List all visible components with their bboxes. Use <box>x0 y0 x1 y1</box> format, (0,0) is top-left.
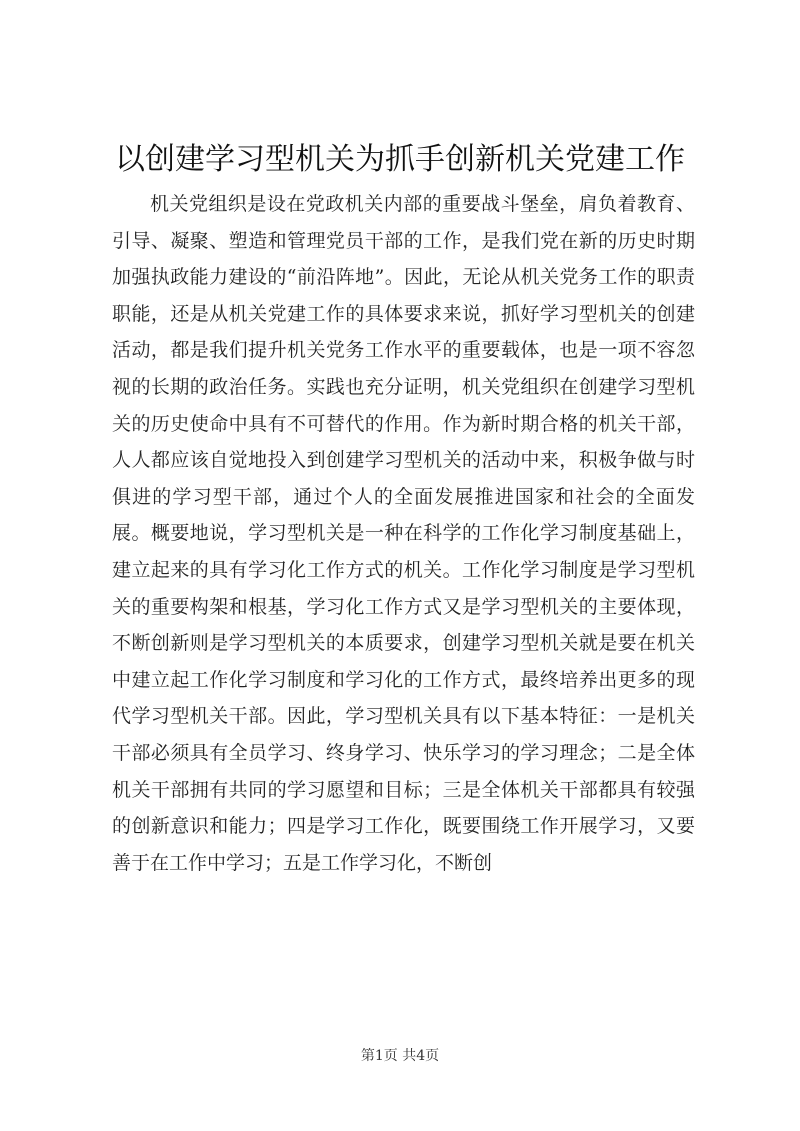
document-title: 以创建学习型机关为抓手创新机关党建工作 <box>115 142 685 177</box>
body-paragraph: 机关党组织是设在党政机关内部的重要战斗堡垒，肩负着教育、引导、凝聚、塑造和管理党员干部的工作，是我们党在新的历史时期加强执政能力建设的“前沿阵地”。因此，无论从机关党务工作的职责职能，还是从机关党建工作的具体要求来说，抓好学习型机关的创建活动，都是我们提升机关党务工作水平的重要载体，也是一项不容忽视的长期的政治任务。实践也充分证明，机关党组织在创建学习型机关的历史使命中具有不可替代的作用。作为新时期合格的机关干部，人人都应该自觉地投入到创建学习型机关的活动中来，积极争做与时俱进的学习型干部，通过个人的全面发展推进国家和社会的全面发展。概要地说，学习型机关是一种在科学的工作化学习制度基础上，建立起来的具有学习化工作方式的机关。工作化学习制度是学习型机关的重要构架和根基，学习化工作方式又是学习型机关的主要体现，不断创新则是学习型机关的本质要求，创建学习型机关就是要在机关中建立起工作化学习制度和学习化的工作方式，最终培养出更多的现代学习型机关干部。因此，学习型机关具有以下基本特征：一是机关干部必须具有全员学习、终身学习、快乐学习的学习理念；二是全体机关干部拥有共同的学习愿望和目标；三是全体机关干部都具有较强的创新意识和能力；四是学习工作化，既要围绕工作开展学习，又要善于在工作中学习；五是工作学习化，不断创 <box>112 193 695 874</box>
page-footer: 第1页 共4页 <box>360 1048 440 1064</box>
